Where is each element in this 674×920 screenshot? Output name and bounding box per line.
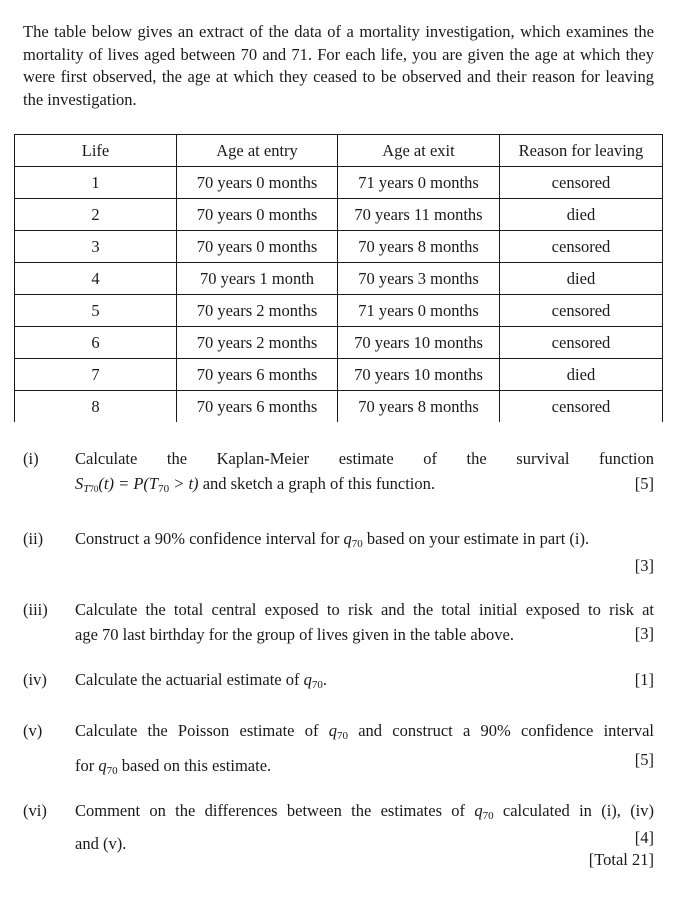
question-text-line2: $S_{T70}(t) = P(T_{70} > t)$ and sketch a graph of this function. <box>75 474 436 495</box>
cell-life: 8 <box>15 391 177 423</box>
cell-exit: 70 years 10 months <box>338 327 500 359</box>
question-text-line1: Calculate the actuarial estimate of $q_{70}$. <box>75 670 327 691</box>
intro-paragraph: The table below gives an extract of the data of a mortality investigation, which examines the mortality of lives aged between 70 and 71. For each life, you are given the age at which they were first observed, the age at which they ceased to be observed and their reason for leaving the investigation. <box>23 22 654 109</box>
question-text-line1: Calculate the total central exposed to risk and the total initial exposed to risk at <box>75 600 654 619</box>
marks-label: [5] <box>634 750 654 769</box>
cell-reason: censored <box>500 231 663 263</box>
cell-reason: censored <box>500 167 663 199</box>
total-marks: [Total 21] <box>588 850 654 869</box>
cell-entry: 70 years 6 months <box>177 391 338 423</box>
cell-life: 5 <box>15 295 177 327</box>
cell-exit: 70 years 11 months <box>338 199 500 231</box>
cell-entry: 70 years 2 months <box>177 327 338 359</box>
question-number: (ii) <box>23 529 44 548</box>
cell-entry: 70 years 0 months <box>177 199 338 231</box>
question-text-line1: Calculate the Poisson estimate of $q_{70}$ and construct a 90% confidence interval <box>75 721 654 742</box>
cell-exit: 70 years 8 months <box>338 231 500 263</box>
question-text-line2: age 70 last birthday for the group of lives given in the table above. <box>75 625 514 644</box>
question-number: (vi) <box>23 801 47 820</box>
table-row <box>15 263 663 295</box>
cell-reason: censored <box>500 295 663 327</box>
cell-entry: 70 years 6 months <box>177 359 338 391</box>
cell-entry: 70 years 0 months <box>177 231 338 263</box>
question-text-line2: for $q_{70}$ based on this estimate. <box>75 756 272 777</box>
table-row <box>15 199 663 231</box>
question-text-line1: Construct a 90% confidence interval for $q_{70}$ based on your estimate in part (i). <box>75 529 590 550</box>
table-row <box>15 359 663 391</box>
cell-life: 7 <box>15 359 177 391</box>
mortality-table <box>14 134 663 422</box>
marks-label: [4] <box>634 828 654 847</box>
cell-exit: 71 years 0 months <box>338 167 500 199</box>
marks-label: [3] <box>634 556 654 575</box>
question-number: (i) <box>23 449 39 468</box>
cell-entry: 70 years 2 months <box>177 295 338 327</box>
question-text-line1: Comment on the differences between the estimates of $q_{70}$ calculated in (i), (iv) <box>75 801 655 822</box>
table-row <box>15 391 663 423</box>
question-number: (v) <box>23 721 43 740</box>
header-age-at-exit: Age at exit <box>338 135 500 167</box>
cell-exit: 70 years 10 months <box>338 359 500 391</box>
cell-reason: died <box>500 199 663 231</box>
question-number: (iii) <box>23 600 48 619</box>
marks-label: [3] <box>634 624 654 643</box>
cell-reason: died <box>500 359 663 391</box>
header-reason: Reason for leaving <box>500 135 663 167</box>
question-text-line2: and (v). <box>75 834 127 853</box>
table-row <box>15 327 663 359</box>
cell-reason: died <box>500 263 663 295</box>
cell-life: 3 <box>15 231 177 263</box>
cell-entry: 70 years 1 month <box>177 263 338 295</box>
cell-reason: censored <box>500 327 663 359</box>
cell-life: 6 <box>15 327 177 359</box>
cell-life: 1 <box>15 167 177 199</box>
table-row <box>15 231 663 263</box>
table-row <box>15 167 663 199</box>
cell-exit: 71 years 0 months <box>338 295 500 327</box>
cell-life: 2 <box>15 199 177 231</box>
cell-life: 4 <box>15 263 177 295</box>
header-age-at-entry: Age at entry <box>177 135 338 167</box>
cell-reason: censored <box>500 391 663 423</box>
table-row <box>15 295 663 327</box>
marks-label: [5] <box>634 474 654 493</box>
question-number: (iv) <box>23 670 47 689</box>
cell-exit: 70 years 8 months <box>338 391 500 423</box>
header-life: Life <box>15 135 177 167</box>
table-header-row <box>15 135 663 167</box>
cell-exit: 70 years 3 months <box>338 263 500 295</box>
question-text-line1: Calculate the Kaplan-Meier estimate of the survival function <box>75 449 654 468</box>
marks-label: [1] <box>634 670 654 689</box>
cell-entry: 70 years 0 months <box>177 167 338 199</box>
